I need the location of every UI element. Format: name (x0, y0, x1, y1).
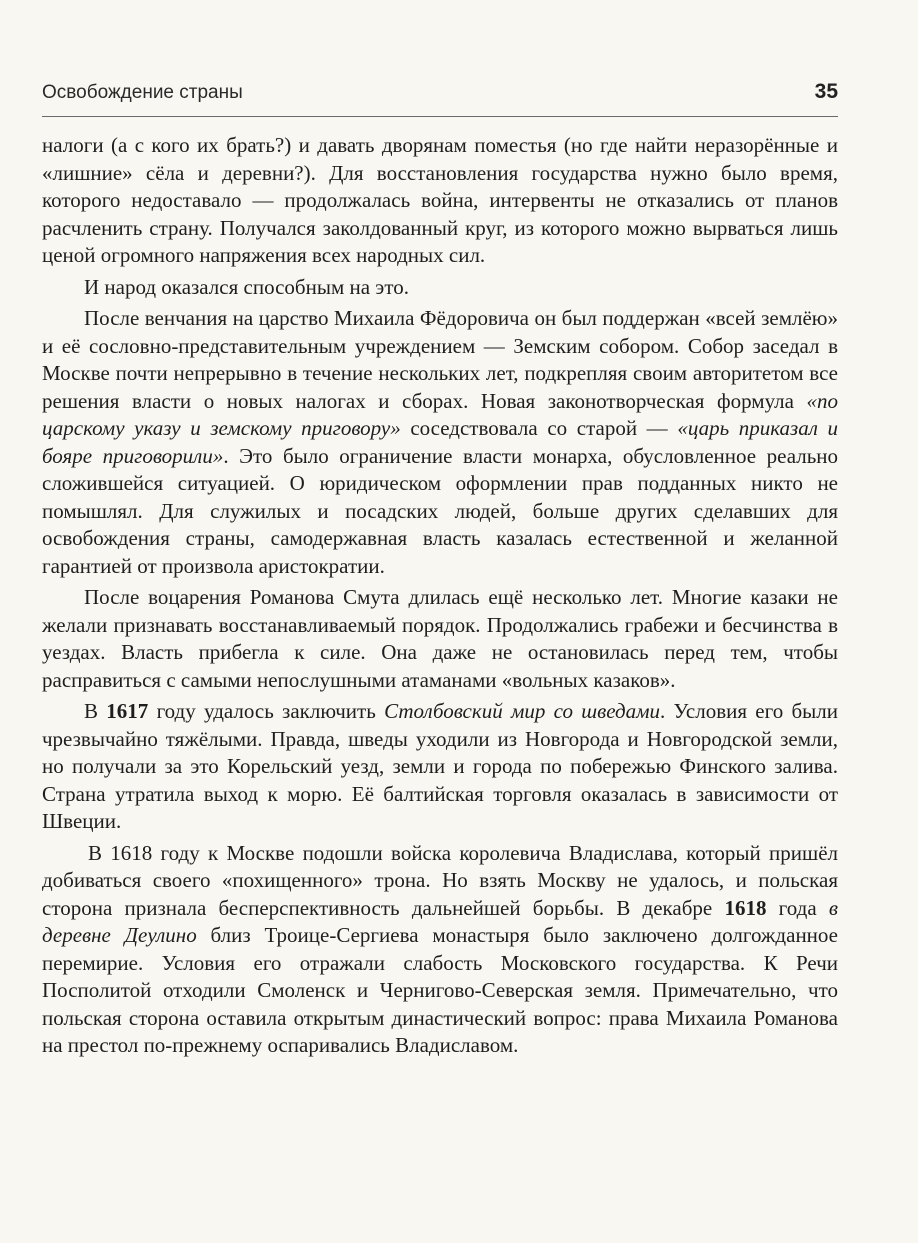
paragraph-1: налоги (а с кого их брать?) и давать дворянам поместья (но где найти неразорённые и «лишние» сёла и деревни?). Для восстановления государства нужно было время, которого недоставало — продолжалась война, интервенты не отказались от планов расчленить страну. Получался заколдованный круг, из которого можно вырваться лишь ценой огромного напряжения всех народных сил. (42, 133, 838, 267)
italic-formula-new: «по царскому указу и земскому приговору» (42, 388, 838, 440)
running-header (42, 82, 838, 117)
year-1618: 1618 (724, 895, 767, 920)
page-number: 35 (814, 80, 838, 103)
paragraph-2: И народ оказался способным на это. (84, 274, 409, 299)
paragraph-5: В 1617 году удалось заключить Столбовский мир со шведами. Условия его были чрезвычайно тяжёлыми. Правда, шведы уходили из Новгорода и Новгородской земли, но получали за это Корельский уезд, земли и города по побережью Финского залива. Страна утратила выход к морю. Её балтийская торговля оказалась в зависимости от Швеции. (42, 699, 838, 833)
section-title: Освобождение страны (42, 82, 243, 103)
deulino-term: в деревне Деулино (42, 895, 838, 947)
paragraph-6: В 1618 году к Москве подошли войска королевича Владислава, который пришёл добиваться своего «похищенного» трона. Но взять Москву не удалось, и польская сторона признала бесперспективность дальнейшей борьбы. В декабре 1618 года в деревне Деулино близ Троице-Сергиева монастыря было заключено долгожданное перемирие. Условия его отражали слабость Московского государства. К Речи Посполитой отходили Смоленск и Чернигово-Северская земля. Примечательно, что польская сторона оставила открытым династический вопрос: права Михаила Романова на престол по-прежнему оспаривались Владиславом. (42, 840, 838, 1057)
paragraph-4: После воцарения Романова Смута длилась ещё несколько лет. Многие казаки не желали признавать восстанавливаемый порядок. Продолжались грабежи и бесчинства в уездах. Власть прибегла к силе. Она даже не остановилась перед тем, чтобы расправиться с самыми непослушными атаманами «вольных казаков». (42, 585, 838, 692)
stolbovo-treaty-term: Столбовский мир со шведами (384, 699, 661, 723)
italic-formula-old: «царь приказал и бояре приговорили» (42, 416, 839, 468)
year-1617: 1617 (106, 699, 149, 723)
paragraph-3: После венчания на царство Михаила Фёдоровича он был поддержан «всей землёю» и её сословно-представительным учреждением — Земским собором. Собор заседал в Москве почти непрерывно в течение нескольких лет, подкрепляя своим авторитетом все решения власти о новых налогах и сборах. Новая законотворческая формула «по царскому указу и земскому приговору» соседствовала со старой — «царь приказал и бояре приговорили». Это было ограничение власти монарха, обусловленное реально сложившейся ситуацией. О юридическом оформлении прав подданных никто не помышлял. Для служилых и посадских людей, больше других сделавших для освобождения страны, самодержавная власть казалась естественной и желанной гарантией от произвола аристократии. (42, 306, 839, 578)
body-text (42, 132, 838, 1060)
